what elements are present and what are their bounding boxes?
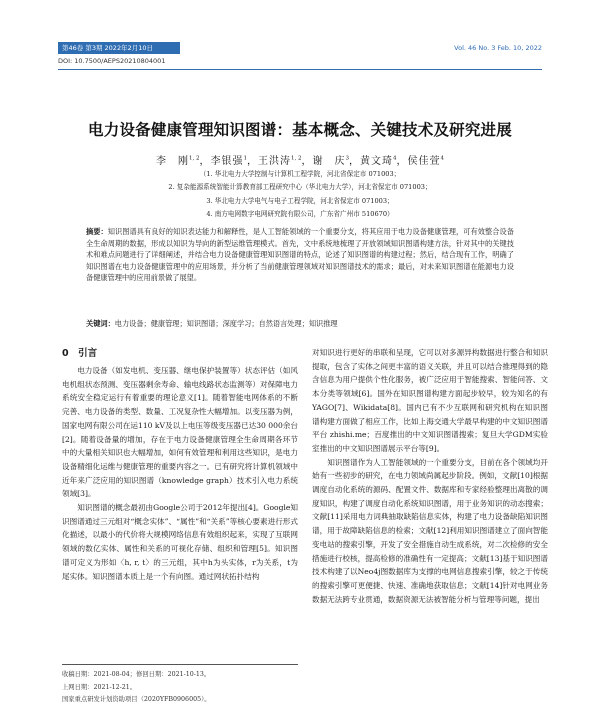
author: ，侯佳萱$^4$ [396,155,444,167]
journal-issue-left: 第46卷 第3期 2022年2月10日 [62,44,153,52]
affiliation-list [0,168,600,222]
doi: DOI: 10.7500/AEPS20210804001 [58,57,166,65]
affiliation: 3. 华北电力大学电气与电子工程学院，河北省保定市 071003； [206,196,394,205]
footnotes [62,664,298,707]
body-paragraph: 知识图谱的概念最初由Google公司于2012年提出[4]。Google知识图谱通过三元组对“概念实体”、“属性”和“关系”等核心要素进行形式化描述，以最小的代价将大规模网络信息有效组织起来，实现了互联网领域的数亿实体、属性和关系的可视化存储、组织和管理[5]。知识图谱可定义为形如〈h, r, t〉的三元组，其中h为头实体，r为关系，t为尾实体。知识图谱本质上是一个有向图。通过网状拓扑结构 [62,503,298,581]
paper-title: 电力设备健康管理知识图谱：基本概念、关键技术及研究进展 [88,121,512,139]
affiliation: 4. 南方电网数字电网研究院有限公司，广东省广州市 510670） [206,210,394,219]
right-column [312,346,548,606]
affiliation: （1. 华北电力大学控制与计算机工程学院，河北省保定市 071003； [199,170,401,178]
footnote-received-date: 收稿日期：2021-08-04；修回日期：2021-10-13。 [62,671,211,678]
author-list [0,152,600,167]
abstract [86,226,514,284]
author: 李 刚$^{1, 2}$ [156,155,200,167]
left-column [62,347,298,583]
section-heading-introduction: 0 引言 [62,348,98,359]
journal-issue-banner [58,42,180,54]
body-paragraph: 电力设备（如发电机、变压器、继电保护装置等）状态评估（如风电机组状态预测、变压器剩余寿命、输电线路状态监测等）对保障电力系统安全稳定运行有着重要的理论意义[1]。随着智能电网体系的不断完善、电力设备的类型、数量、工况复杂性大幅增加。以变压器为例，国家电网有限公司在运110 kV及以上电压等级变压器已达30 000余台[2]。随着设备量的增加，存在于电力设备健康管理全生命周期各环节中的大量相关知识也大幅增加，如何有效管理和利用这些知识，是电力设备精细化运维与健康管理的重要内容之一。已有研究将计算机领域中近年来广泛应用的知识图谱（knowledge graph）技术引入电力系统领域[3]。 [62,366,298,499]
abstract-text: 知识图谱具有良好的知识表达能力和解释性，是人工智能领域的一个重要分支，将其应用于电力设备健康管理，可有效整合设备全生命周期的数据，形成以知识为导向的新型运维管理模式。首先，文中系统地梳理了开放领域知识图谱构建方法，针对其中的关键技术和难点问题进行了详细阐述，并结合电力设备健康管理知识图谱的特点，论述了知识图谱的构建过程；然后，结合现有工作，明确了知识图谱在电力设备健康管理中的应用场景，并分析了当前健康管理领域对知识图谱技术的需求；最后，对未来知识图谱在能源电力设备健康管理中的应用前景做了展望。 [86,227,514,283]
footnote-funding: 国家重点研发计划资助项目（2020YFB0906005）。 [62,696,211,704]
journal-issue-right: Vol. 46 No. 3 Feb. 10, 2022 [454,44,542,52]
author: ，李银强$^1$ [199,155,247,167]
author: ，王洪涛$^{1, 2}$ [247,155,302,167]
body-paragraph: 知识图谱作为人工智能领域的一个重要分支，目前在各个领域均开始有一些初步的研究，在电力领域尚属起步阶段。例如，文献[10]根据调度自动化系统的源码、配置文件、数据库和专家经验整理出离散的调度知识，构建了调度自动化系统知识图谱，用于业务知识的动态搜索；文献[11]采用电力词典抽取缺陷信息实体，构建了电力设备缺陷知识图谱，用于故障缺陷信息的检索；文献[12]利用知识图谱建立了面向智能变电站的搜索引擎，开发了安全措施自动生成系统，对二次检修的安全措施进行校核，提高检修的准确性有一定提高；文献[13]基于知识图谱技术构建了以Neo4j图数据库为支撑的电网信息搜索引擎，较之于传统的搜索引擎可更便捷、快速、准确地获取信息；文献[14]针对电网业务数据无法跨专业贯通，数据资源无法被智能分析与管理等问题，提出 [312,457,548,604]
footnote-online-date: 上网日期：2021-12-21。 [62,683,137,691]
body-paragraph: 对知识进行更好的串联和呈现，它可以对多源异构数据进行整合和知识提取，包含了实体之间更丰富的语义关联，并且可以结合推理得到的隐含信息为用户提供个性化服务，被广泛应用于智能搜索、智能问答、文本分类等领域[6]。国外在知识图谱构建方面起步较早，较为知名的有YAGO[7]、Wikidata[8]。国内已有不少互联网和研究机构在知识图谱构建方面做了相应工作，比如上海交通大学最早构建的中文知识图谱平台 zhishi.me；百度推出的中文知识图谱搜索；复旦大学GDM实验室推出的中文知识图谱展示平台等[9]。 [312,348,548,453]
header-divider [58,69,542,70]
author: ，黄文琦$^4$ [349,155,397,167]
abstract-label: 摘要： [86,227,108,236]
affiliation: 2. 复杂能源系统智能计算教育部工程研究中心（华北电力大学），河北省保定市 071003； [168,183,432,192]
keywords-label: 关键词： [86,319,115,328]
keywords-text: 电力设备；健康管理；知识图谱；深度学习；自然语言处理；知识推理 [114,319,338,328]
keywords [86,318,514,329]
author: ，谢 庆$^3$ [301,155,349,167]
